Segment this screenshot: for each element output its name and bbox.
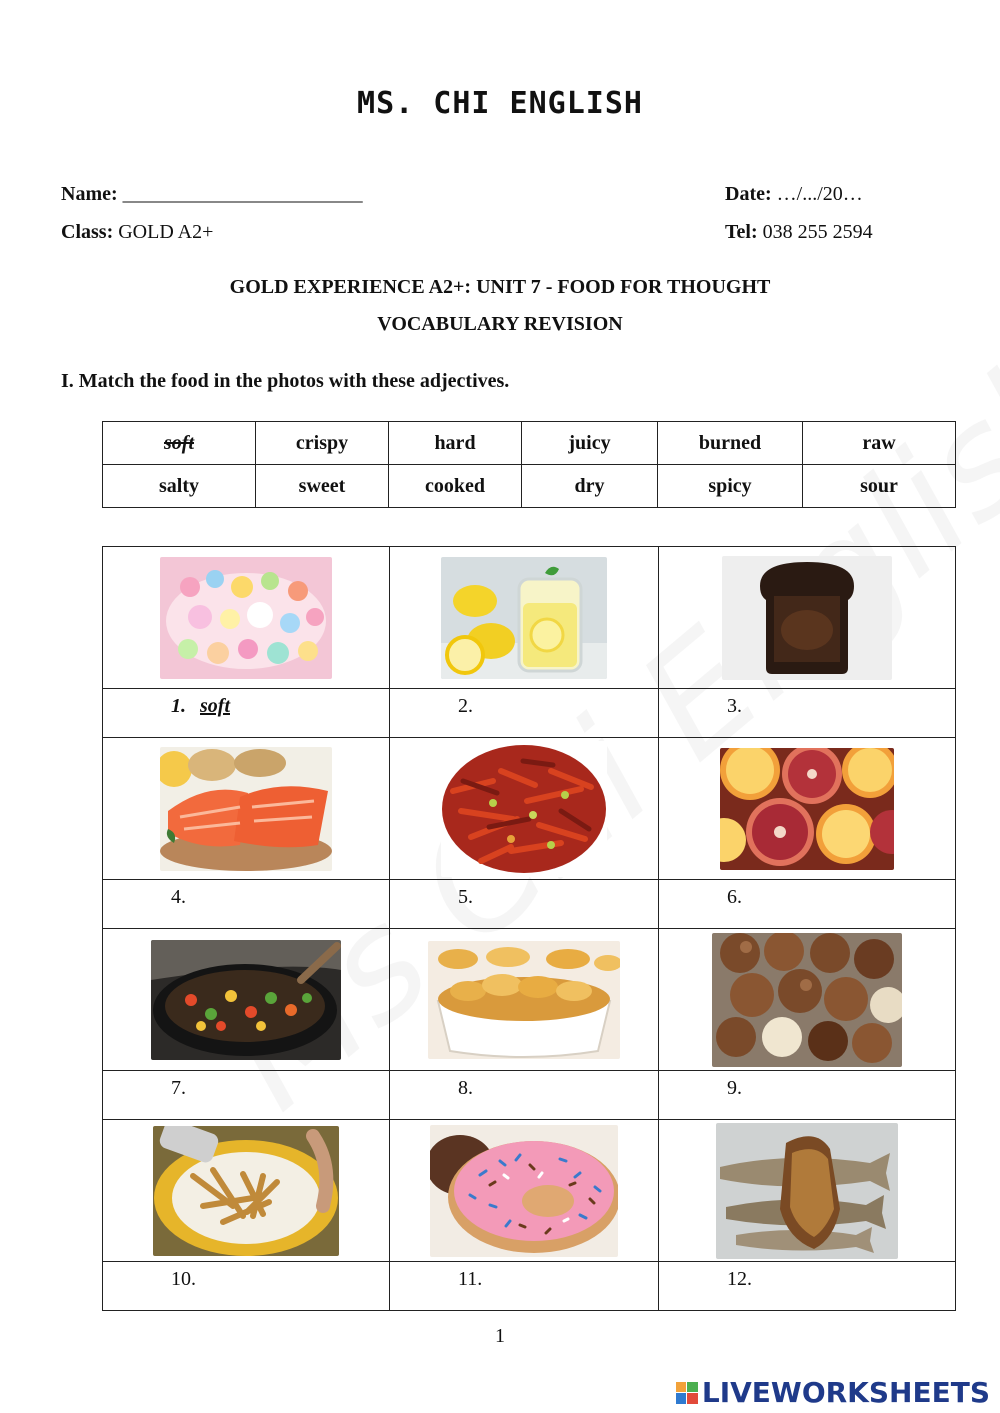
name-line	[61, 183, 363, 206]
label-row	[103, 1071, 956, 1120]
dried-fish-photo	[716, 1123, 898, 1259]
logo-text: LIVEWORKSHEETS	[701, 1376, 990, 1409]
label-row	[103, 689, 956, 738]
photo-row	[103, 738, 956, 880]
donut-photo	[430, 1125, 618, 1257]
photo-cell	[390, 547, 659, 689]
word-cell: spicy	[658, 465, 803, 508]
number-6: 6.	[727, 886, 742, 908]
liveworksheets-logo[interactable]	[676, 1376, 990, 1409]
number-9: 9.	[727, 1077, 742, 1099]
word-bank-table	[102, 421, 956, 508]
burned-toast-photo	[722, 556, 892, 680]
number-12: 12.	[727, 1268, 752, 1290]
number-3: 3.	[727, 695, 742, 717]
number-5: 5.	[458, 886, 473, 908]
chili-peppers-photo	[441, 741, 607, 877]
number-2: 2.	[458, 695, 473, 717]
answer-cell-10[interactable]	[103, 1262, 390, 1311]
photo-matching-table	[102, 546, 956, 1311]
photo-cell	[659, 1120, 956, 1262]
macadamia-nuts-photo	[712, 933, 902, 1067]
section-title: VOCABULARY REVISION	[377, 313, 623, 335]
photo-cell	[390, 929, 659, 1071]
answer-cell-3[interactable]	[659, 689, 956, 738]
name-label: Name:	[61, 183, 118, 205]
answer-cell-4[interactable]	[103, 880, 390, 929]
photo-cell	[659, 929, 956, 1071]
answer-cell-9[interactable]	[659, 1071, 956, 1120]
answer-1	[171, 695, 230, 717]
photo-row	[103, 1120, 956, 1262]
answer-text-1: soft	[200, 695, 230, 717]
date-label: Date:	[725, 183, 772, 205]
stir-fry-pan-photo	[151, 940, 341, 1060]
date-value: …/.../20…	[776, 183, 863, 205]
answer-cell-12[interactable]	[659, 1262, 956, 1311]
answer-cell-8[interactable]	[390, 1071, 659, 1120]
class-line	[61, 221, 213, 244]
photo-row	[103, 929, 956, 1071]
photo-cell	[103, 1120, 390, 1262]
photo-cell	[390, 738, 659, 880]
answer-cell-6[interactable]	[659, 880, 956, 929]
tel-line	[725, 221, 873, 244]
word-cell: crispy	[256, 422, 389, 465]
citrus-pomegranate-photo	[720, 748, 894, 870]
photo-cell	[659, 547, 956, 689]
word-cell	[103, 422, 256, 465]
word-cell: hard	[389, 422, 522, 465]
answer-cell-2[interactable]	[390, 689, 659, 738]
answer-cell-5[interactable]	[390, 880, 659, 929]
unit-title: GOLD EXPERIENCE A2+: UNIT 7 - FOOD FOR THOUGHT	[229, 276, 771, 298]
lemonade-photo	[441, 557, 607, 679]
number-10: 10.	[171, 1268, 196, 1290]
page-number: 1	[495, 1325, 505, 1347]
salted-fries-photo	[153, 1126, 339, 1256]
gummy-candy-photo	[160, 557, 332, 679]
answer-cell-1[interactable]	[103, 689, 390, 738]
photo-cell	[390, 1120, 659, 1262]
label-row	[103, 1262, 956, 1311]
word-cell: sour	[803, 465, 956, 508]
photo-cell	[103, 929, 390, 1071]
label-row	[103, 880, 956, 929]
number-4: 4.	[171, 886, 186, 908]
word-cell: salty	[103, 465, 256, 508]
photo-cell	[103, 547, 390, 689]
number-11: 11.	[458, 1268, 483, 1290]
word-bank-row	[103, 465, 956, 508]
number-1: 1.	[171, 695, 186, 717]
word-bank-row	[103, 422, 956, 465]
word-cell: sweet	[256, 465, 389, 508]
tel-label: Tel:	[725, 221, 758, 243]
tel-value: 038 255 2594	[762, 221, 873, 243]
answer-cell-7[interactable]	[103, 1071, 390, 1120]
class-value: GOLD A2+	[118, 221, 214, 243]
logo-grid-icon	[676, 1382, 698, 1404]
photo-cell	[659, 738, 956, 880]
photo-row	[103, 547, 956, 689]
number-8: 8.	[458, 1077, 473, 1099]
word-cell: burned	[658, 422, 803, 465]
photo-cell	[103, 738, 390, 880]
name-field[interactable]: ________________________	[122, 183, 363, 205]
word-cell: cooked	[389, 465, 522, 508]
word-cell: juicy	[522, 422, 658, 465]
brand-title: MS. CHI ENGLISH	[357, 86, 643, 121]
chips-bowl-photo	[428, 941, 620, 1059]
class-label: Class:	[61, 221, 114, 243]
answer-cell-11[interactable]	[390, 1262, 659, 1311]
word-soft: soft	[164, 431, 194, 454]
number-7: 7.	[171, 1077, 186, 1099]
word-cell: dry	[522, 465, 658, 508]
task-instruction: I. Match the food in the photos with these adjectives.	[61, 370, 510, 392]
date-line	[725, 183, 863, 206]
raw-salmon-photo	[160, 747, 332, 871]
word-cell: raw	[803, 422, 956, 465]
